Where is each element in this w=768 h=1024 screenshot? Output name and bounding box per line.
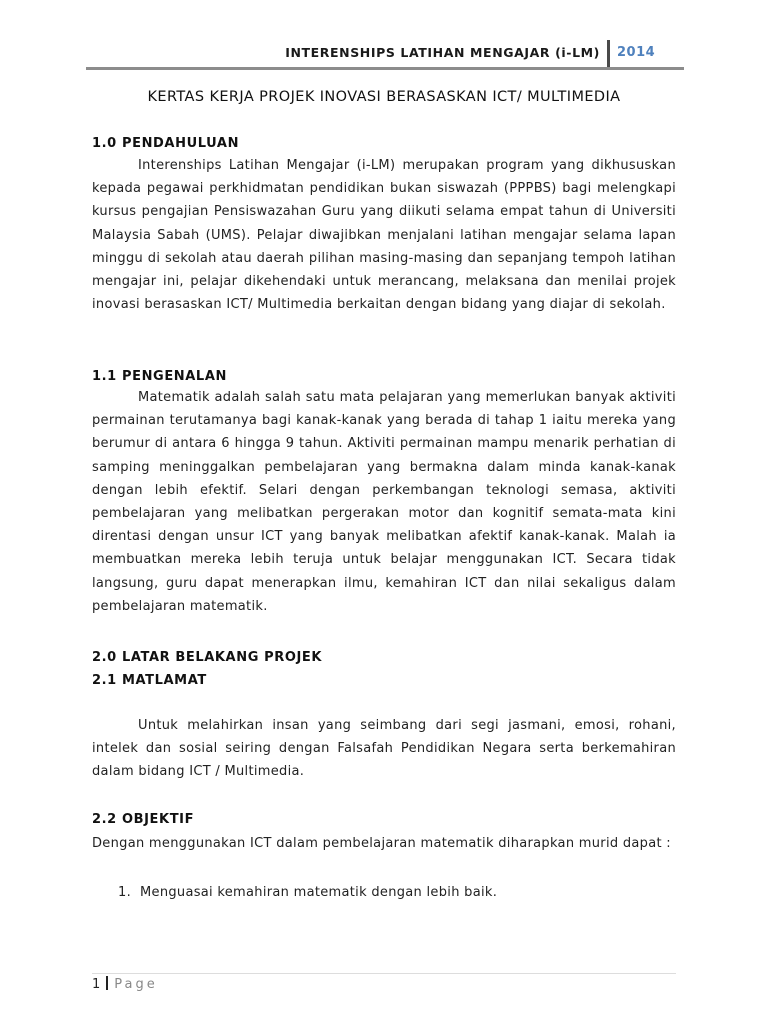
footer-divider xyxy=(106,976,108,990)
section-paragraph-pendahuluan xyxy=(92,154,676,316)
page-label: Page xyxy=(114,977,158,992)
paragraph-text: Untuk melahirkan insan yang seimbang dari segi jasmani, emosi, rohani, intelek dan sosial seiring dengan Falsafah Pendidikan Negara serta berkemahiran dalam bidang ICT / Multimedia. xyxy=(92,718,676,780)
section-heading-matlamat: 2.1 MATLAMAT xyxy=(92,673,207,688)
header-divider xyxy=(607,40,610,67)
header-title: INTERENSHIPS LATIHAN MENGAJAR (i-LM) xyxy=(285,45,600,60)
list-item-text: Menguasai kemahiran matematik dengan lebih baik. xyxy=(140,885,498,900)
section-paragraph-matlamat xyxy=(92,714,676,784)
section-heading-objektif: 2.2 OBJEKTIF xyxy=(92,812,195,827)
section-heading-latar-belakang: 2.0 LATAR BELAKANG PROJEK xyxy=(92,650,323,665)
document-title: KERTAS KERJA PROJEK INOVASI BERASASKAN ICT/ MULTIMEDIA xyxy=(147,89,621,105)
list-item xyxy=(118,885,497,900)
section-paragraph-pengenalan xyxy=(92,386,676,618)
section-heading-pendahuluan: 1.0 PENDAHULUAN xyxy=(92,136,240,151)
header-rule xyxy=(86,67,684,70)
page-number: 1 xyxy=(92,977,101,992)
list-item-number: 1. xyxy=(118,885,132,900)
section-paragraph-objektif: Dengan menggunakan ICT dalam pembelajaran matematik diharapkan murid dapat : xyxy=(92,836,671,851)
page-footer xyxy=(92,976,158,992)
section-heading-pengenalan: 1.1 PENGENALAN xyxy=(92,369,227,384)
paragraph-text: Matematik adalah salah satu mata pelajaran yang memerlukan banyak aktiviti permainan terutamanya bagi kanak-kanak yang berada di tahap 1 iaitu mereka yang berumur di antara 6 hingga 9 tahun. Aktiviti permainan mampu menarik perhatian di samping meninggalkan pembelajaran yang bermakna dalam minda kanak-kanak dengan lebih efektif. Selari dengan perkembangan teknologi semasa, aktiviti pembelajaran yang melibatkan pergerakan motor dan kognitif semata-mata kini direntasi dengan unsur ICT yang banyak melibatkan afektif kanak-kanak. Malah ia membuatkan mereka lebih teruja untuk belajar menggunakan ICT. Secara tidak langsung, guru dapat menerapkan ilmu, kemahiran ICT dan nilai sekaligus dalam pembelajaran matematik. xyxy=(92,390,676,614)
paragraph-text: Interenships Latihan Mengajar (i-LM) merupakan program yang dikhususkan kepada pegawai perkhidmatan pendidikan bukan siswazah (PPPBS) bagi melengkapi kursus pengajian Pensiswazahan Guru yang diikuti selama empat tahun di Universiti Malaysia Sabah (UMS). Pelajar diwajibkan menjalani latihan mengajar selama lapan minggu di sekolah atau daerah pilihan masing-masing dan sepanjang tempoh latihan mengajar ini, pelajar dikehendaki untuk merancang, melaksana dan menilai projek inovasi berasaskan ICT/ Multimedia berkaitan dengan bidang yang diajar di sekolah. xyxy=(92,158,676,313)
header-year: 2014 xyxy=(617,45,656,60)
footer-rule xyxy=(92,973,676,974)
